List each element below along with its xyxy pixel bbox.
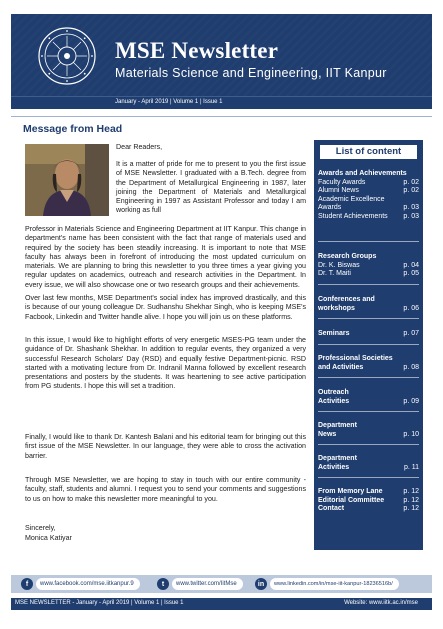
toc-item-label: Alumni News bbox=[318, 187, 359, 194]
toc-divider bbox=[318, 241, 419, 242]
toc-item[interactable] bbox=[318, 179, 419, 188]
toc-item-label: Academic Excellence Awards bbox=[318, 195, 385, 211]
toc-section-title: Department Activities bbox=[318, 455, 357, 471]
closing: Sincerely, bbox=[25, 524, 56, 532]
footer-issue-text: MSE NEWSLETTER - January - April 2019 | Volume 1 | Issue 1 bbox=[15, 600, 184, 606]
toc-section-title: From Memory Lane bbox=[318, 488, 383, 495]
toc-section-research[interactable] bbox=[318, 253, 419, 279]
toc-section-seminars[interactable] bbox=[318, 330, 419, 339]
toc-item-page: p. 08 bbox=[403, 363, 419, 371]
paragraph-4: Finally, I would like to thank Dr. Kantesh Balani and his editorial team for bringing out this first issue of the MSE Newsletter. In our language, they were able to cross the activation barrier. bbox=[25, 433, 306, 460]
toc-item-page: p. 12 bbox=[403, 496, 419, 504]
toc-item-label: Faculty Awards bbox=[318, 178, 366, 186]
paragraph-1-continued: Professor in Materials Science and Engineering Department at IIT Kanpur. This change in department's name has been consistent with the fact that range of materials used and required by the society has been steadily increasing. It is important to note that MSE faculty has always been in forefront of introducing the most updated curriculum on materials. We are planning to bring this newsletter to you three times a year giving you regular updates on academics, outreach and research activities in the Department. In every issue, we will also showcase one or two research groups and their achievements. bbox=[25, 225, 306, 289]
toc-item-page: p. 10 bbox=[403, 430, 419, 438]
toc-section-outreach[interactable] bbox=[318, 389, 419, 406]
toc-divider bbox=[318, 477, 419, 478]
paragraph-1-intro: It is a matter of pride for me to present to you the first issue of MSE Newsletter. I graduated with a B.Tech. degree from the Department of Metallurgical Engineering in 1987, later joining the Department of Materials and Metallurgical Engineering in 1997 as Assistant Professor and today I am working as full bbox=[116, 160, 306, 215]
newsletter-subtitle: Materials Science and Engineering, IIT Kanpur bbox=[115, 66, 387, 80]
toc-item-page: p. 04 bbox=[403, 261, 419, 269]
divider bbox=[11, 116, 432, 117]
toc-section-title: Research Groups bbox=[318, 253, 377, 260]
toc-divider bbox=[318, 318, 419, 319]
toc-section-title: Department News bbox=[318, 422, 357, 438]
paragraph-5: Through MSE Newsletter, we are hoping to stay in touch with our entire community - faculty, staff, students and alumni. I request you to send your comments and suggestions to us on how to make this newsletter more meaningful to you. bbox=[25, 476, 306, 503]
toc-section-title: Professional Societies and Activities bbox=[318, 355, 393, 371]
toc-section-dept-news[interactable] bbox=[318, 422, 419, 439]
salutation: Dear Readers, bbox=[116, 143, 163, 151]
toc-section-title: Conferences and workshops bbox=[318, 296, 375, 312]
paragraph-3: In this issue, I would like to highlight efforts of very energetic MSES-PG team under the guidance of Dr. Shashank Shekhar. In addition to regular events, they organized a very successful Research Scholars' Day (RSD) and equally festive Department-picnic. RSD started with a motivating lecture from Dr. Indranil Manna followed by excellent research presentations and posters by the students. It was heartening to see active participation from PG students. I hope this will set a tradition. bbox=[25, 336, 306, 391]
paragraph-2: Over last few months, MSE Department's social index has improved drastically, and this is because of our young colleague Dr. Sudhanshu Shekhar Singh, who is keeping MSE's Facbook, Linkedin and Twitter handle alive. I hope you will join us on these platforms. bbox=[25, 294, 306, 321]
toc-item-label: Dr. T. Maiti bbox=[318, 270, 351, 277]
footer-website[interactable]: Website: www.iitk.ac.in/mse bbox=[344, 600, 418, 606]
facebook-icon: f bbox=[21, 578, 33, 590]
toc-section-memory-lane[interactable] bbox=[318, 488, 419, 514]
toc-section-awards[interactable] bbox=[318, 170, 419, 221]
toc-divider bbox=[318, 377, 419, 378]
toc-item-label: Dr. K. Biswas bbox=[318, 261, 360, 269]
toc-item[interactable] bbox=[318, 270, 419, 279]
toc-section-title: Editorial Committee bbox=[318, 496, 385, 504]
toc-item-page: p. 05 bbox=[403, 270, 419, 277]
footer-bar bbox=[11, 598, 432, 610]
toc-item-page: p. 12 bbox=[403, 505, 419, 512]
toc-section-societies[interactable] bbox=[318, 355, 419, 372]
signatory: Monica Katiyar bbox=[25, 534, 72, 542]
toc-item-page: p. 12 bbox=[403, 488, 419, 495]
table-of-contents bbox=[314, 140, 423, 550]
issue-line: January - April 2019 | Volume 1 | Issue 1 bbox=[115, 99, 223, 105]
toc-item[interactable] bbox=[318, 262, 419, 271]
issue-bar bbox=[11, 96, 432, 109]
toc-divider bbox=[318, 284, 419, 285]
toc-divider bbox=[318, 411, 419, 412]
social-links-strip bbox=[11, 575, 432, 593]
iit-kanpur-logo-icon bbox=[37, 26, 97, 86]
linkedin-link[interactable] bbox=[255, 578, 399, 590]
toc-item-page: p. 09 bbox=[403, 397, 419, 405]
toc-section-conferences[interactable] bbox=[318, 296, 419, 313]
toc-heading: List of content bbox=[320, 145, 417, 159]
toc-divider bbox=[318, 344, 419, 345]
facebook-link[interactable] bbox=[21, 578, 140, 590]
toc-item[interactable] bbox=[318, 213, 419, 222]
masthead bbox=[11, 14, 432, 108]
toc-item-page: p. 06 bbox=[403, 304, 419, 312]
facebook-url: www.facebook.com/mse.iitkanpur.9 bbox=[36, 578, 140, 590]
toc-item[interactable] bbox=[318, 187, 419, 196]
toc-item-page: p. 03 bbox=[403, 204, 419, 211]
toc-section-title: Awards and Achievements bbox=[318, 170, 407, 177]
twitter-link[interactable] bbox=[157, 578, 243, 590]
toc-item-label: Student Achievements bbox=[318, 212, 388, 220]
toc-section-title: Seminars bbox=[318, 330, 350, 337]
toc-section-title: Contact bbox=[318, 505, 345, 512]
linkedin-url: www.linkedin.com/in/mse-iit-kanpur-18236516b/ bbox=[270, 578, 399, 590]
twitter-url: www.twitter.com/IitMse bbox=[172, 578, 243, 590]
toc-section-dept-activities[interactable] bbox=[318, 455, 419, 472]
toc-section-title: Outreach Activities bbox=[318, 389, 350, 405]
linkedin-icon: in bbox=[255, 578, 267, 590]
toc-item-page: p. 02 bbox=[403, 178, 419, 186]
newsletter-title: MSE Newsletter bbox=[115, 38, 279, 63]
head-portrait-image bbox=[25, 144, 109, 216]
twitter-icon: t bbox=[157, 578, 169, 590]
toc-item-page: p. 03 bbox=[403, 212, 419, 220]
toc-item-page: p. 07 bbox=[403, 330, 419, 337]
message-heading: Message from Head bbox=[23, 123, 123, 135]
toc-item[interactable] bbox=[318, 196, 419, 213]
toc-item-page: p. 11 bbox=[403, 463, 419, 471]
toc-item-page: p. 02 bbox=[403, 187, 419, 194]
toc-divider bbox=[318, 444, 419, 445]
